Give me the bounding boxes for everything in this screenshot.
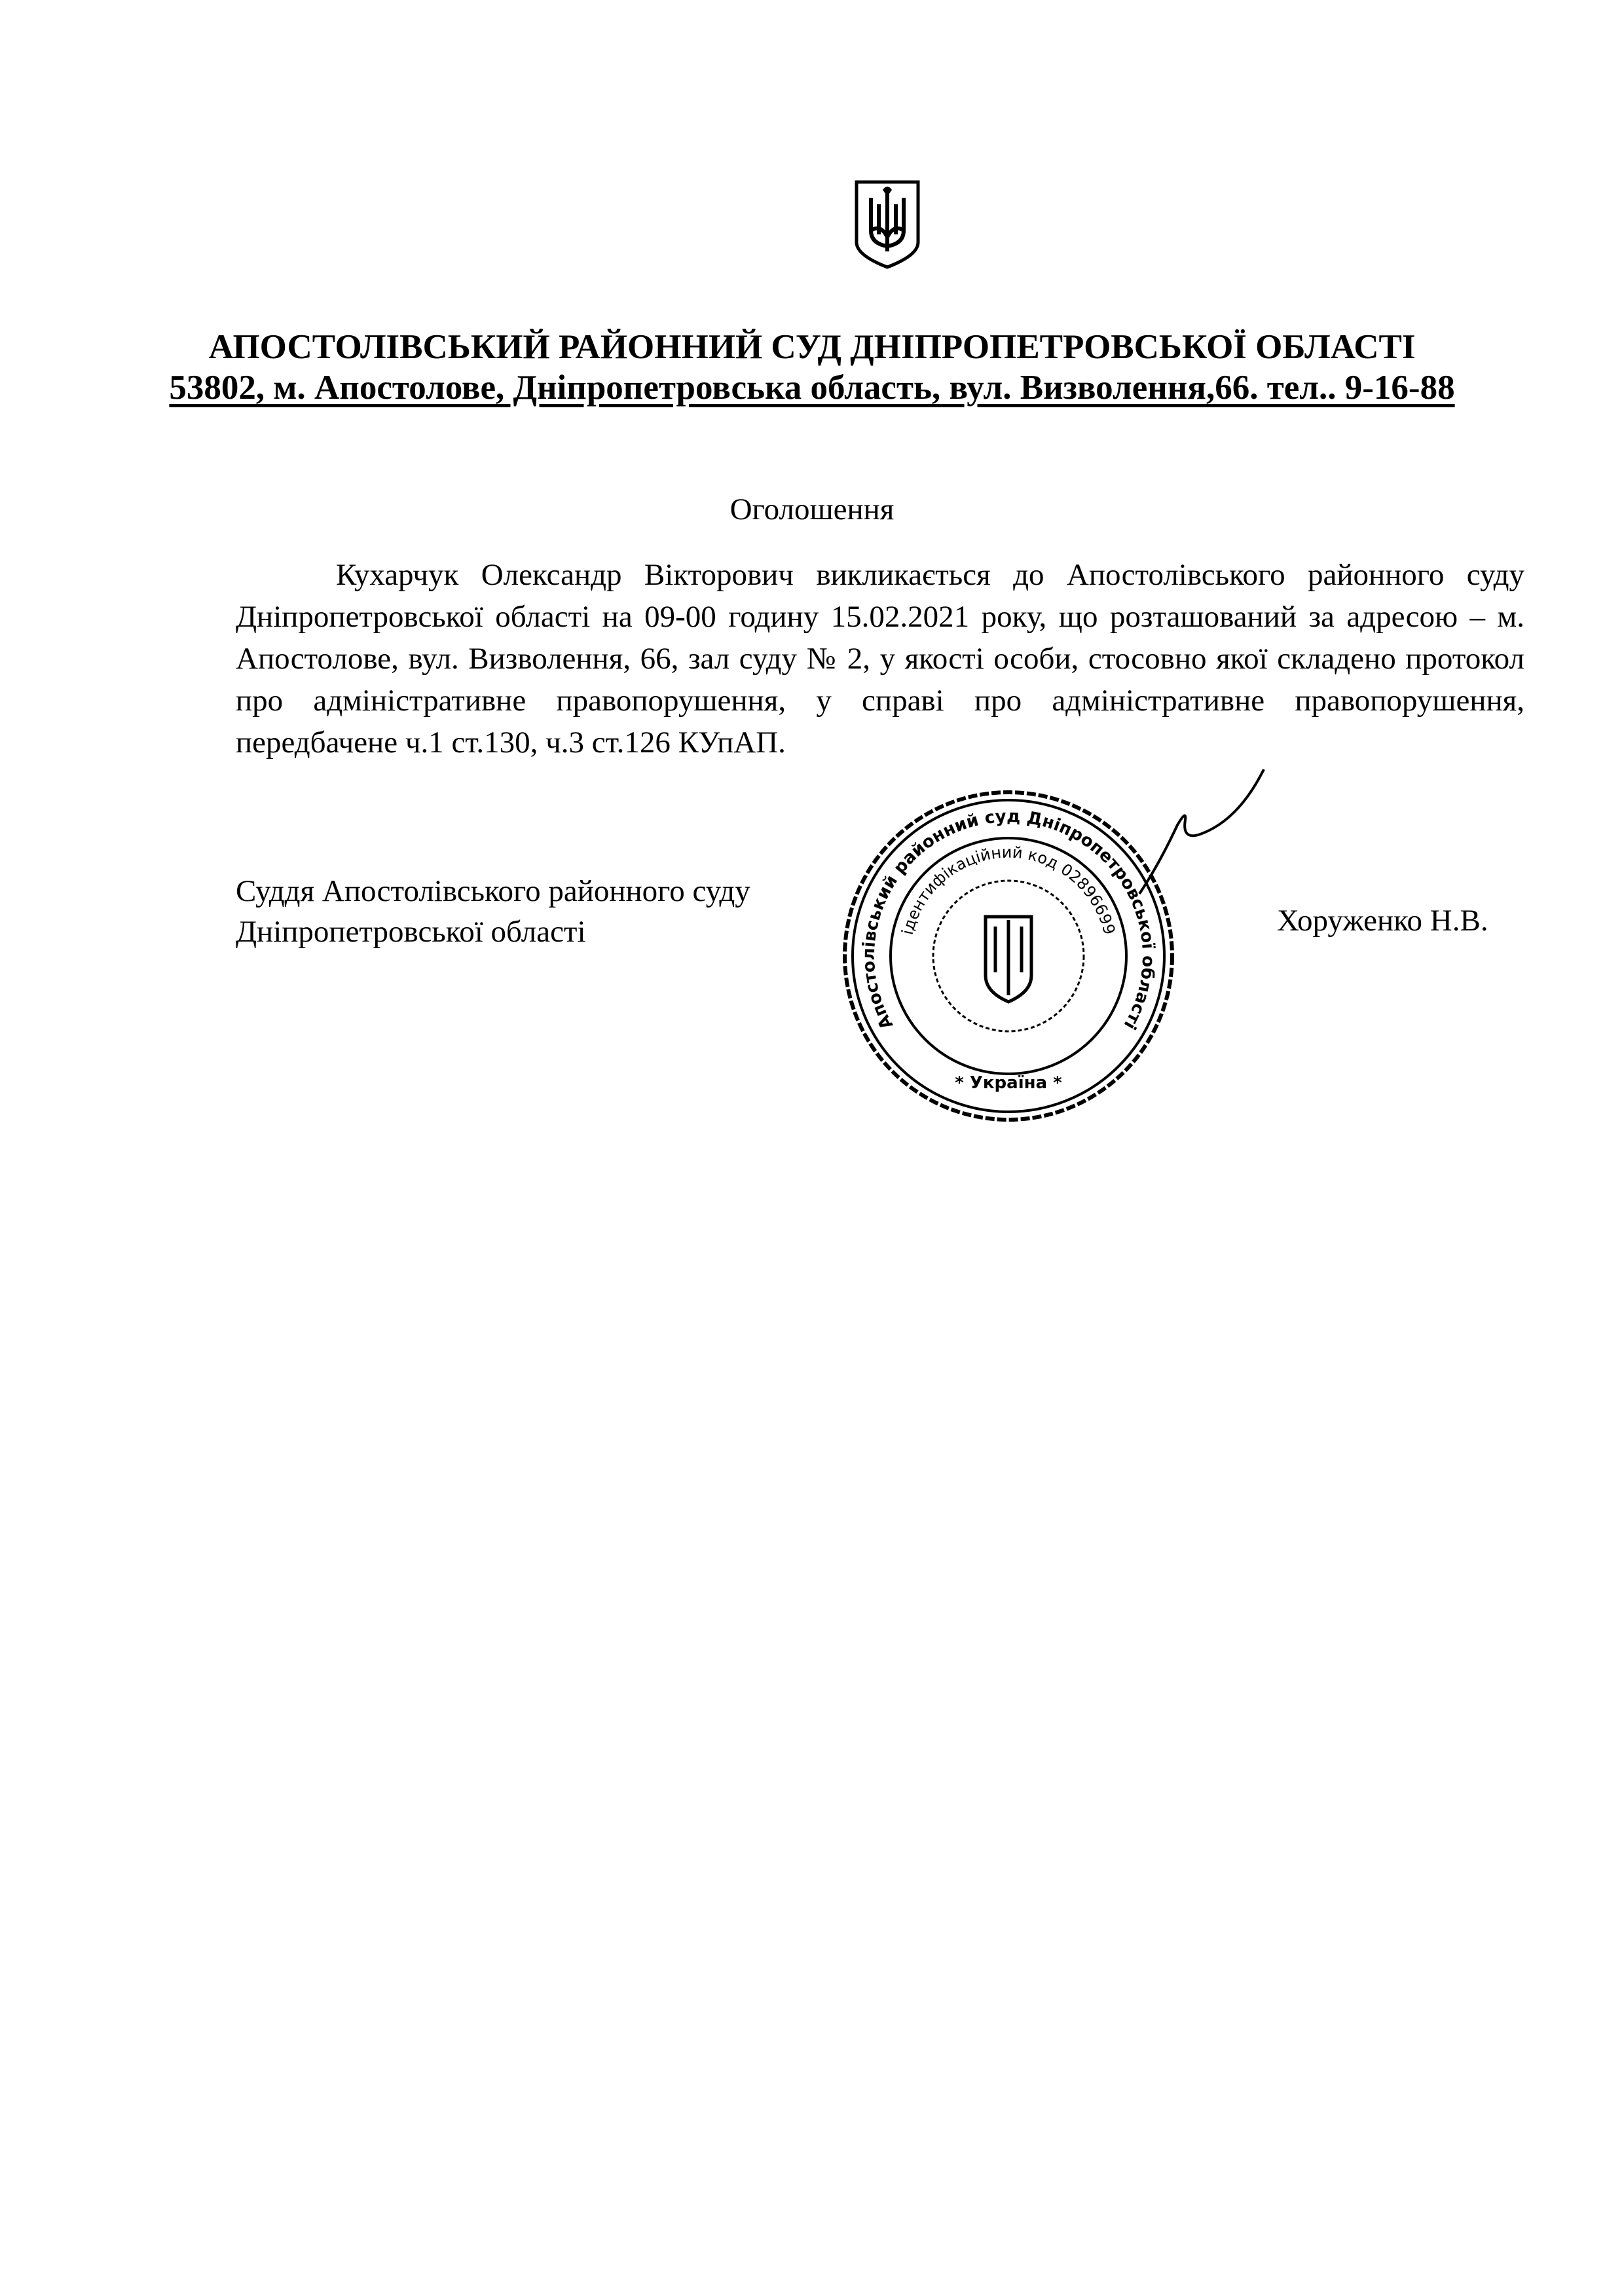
judge-title-line2: Дніпропетровської області xyxy=(236,915,586,949)
judge-name: Хоруженко Н.В. xyxy=(1277,904,1488,938)
judge-title xyxy=(236,871,750,952)
ukraine-trident-icon xyxy=(851,178,923,270)
announcement-body: Кухарчук Олександр Вікторович викликається до Апостолівського районного суду Дніпропетровської області на 09-00 годину 15.02.2021 року, що розташований за адресою – м. Апостолове, вул. Визволення, 66, зал суду № 2, у якості особи, стосовно якої складено протокол про адміністративне правопорушення, у справі про адміністративне правопорушення, передбачене ч.1 ст.130, ч.3 ст.126 КУпАП. xyxy=(236,558,1524,760)
document-title: Оголошення xyxy=(729,492,895,526)
stamp-bottom-text: * Україна * xyxy=(955,1073,1062,1093)
court-address: 53802, м. Апостолове, Дніпропетровська область, вул. Визволення,66. тел.. 9-16-88 xyxy=(169,369,1455,407)
stamp-inner-text: ідентифікаційний код 02896699 xyxy=(898,843,1119,937)
stamp-outer-text: Апостолівський районний суд Дніпропетровської області xyxy=(858,806,1158,1033)
judge-title-line1: Суддя Апостолівського районного суду xyxy=(236,874,750,908)
court-name-heading: АПОСТОЛІВСЬКИЙ РАЙОННИЙ СУД ДНІПРОПЕТРОВСЬКОЇ ОБЛАСТІ xyxy=(208,328,1416,366)
judge-signature xyxy=(1126,766,1270,897)
